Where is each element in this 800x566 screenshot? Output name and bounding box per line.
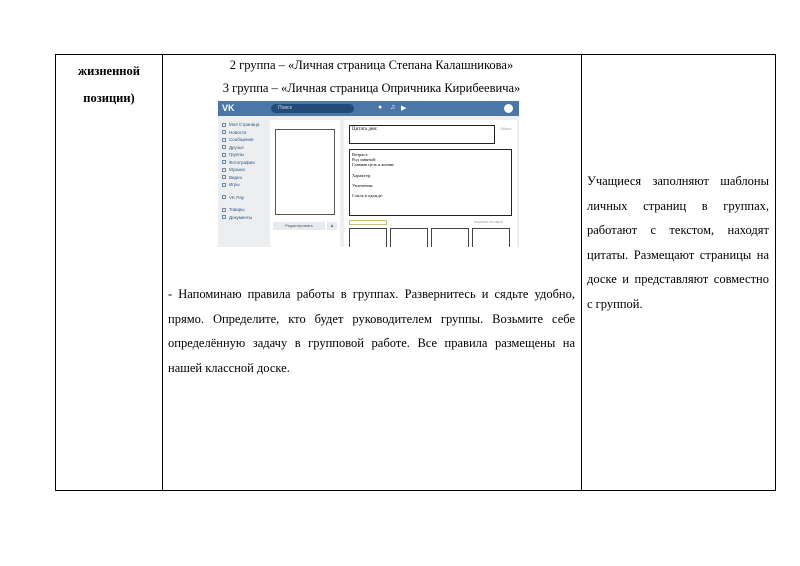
quote-box: Цитата дня:	[349, 125, 495, 144]
info-character: Характер:	[352, 172, 372, 178]
vk-logo: VK	[222, 103, 235, 113]
info-goal: Главная цель в жизни:	[352, 162, 395, 168]
menu-item: VK Pay	[222, 194, 268, 202]
info-box	[349, 149, 512, 216]
menu-item: Фотографии	[222, 159, 268, 167]
avatar	[504, 104, 513, 113]
menu-item: Моя Страница	[222, 121, 268, 129]
teacher-activity-column	[162, 55, 582, 490]
student-activity-column	[582, 55, 775, 490]
message-icon	[222, 138, 226, 142]
pay-icon	[222, 195, 226, 199]
stage-label-line1: жизненной	[78, 64, 140, 78]
vk-sidebar-menu	[222, 121, 268, 221]
profile-info-panel	[344, 120, 517, 247]
menu-item: Товары	[222, 206, 268, 214]
music-icon: ♫	[390, 104, 396, 111]
menu-item: Группы	[222, 151, 268, 159]
stage-label-line2: позиции)	[83, 91, 135, 105]
friends-icon	[222, 145, 226, 149]
news-icon	[222, 130, 226, 134]
group3-title: 3 группа – «Личная страница Опричника Кирибеевича»	[222, 81, 521, 95]
profile-photo-frame	[275, 129, 335, 215]
photo-thumbnail	[431, 228, 469, 247]
shop-icon	[222, 208, 226, 212]
photo-thumbnail	[472, 228, 510, 247]
bell-icon: ●	[378, 104, 383, 111]
games-icon	[222, 183, 226, 187]
stage-column	[56, 55, 163, 490]
highlight-field	[349, 220, 387, 225]
menu-item: Видео	[222, 174, 268, 182]
online-status: Online	[500, 126, 512, 131]
menu-item: Друзья	[222, 144, 268, 152]
photo-thumbnail	[349, 228, 387, 247]
home-icon	[222, 123, 226, 127]
lesson-table	[55, 54, 776, 491]
stage-label	[56, 58, 162, 112]
document-icon	[222, 215, 226, 219]
menu-item: Документы	[222, 214, 268, 222]
vk-top-bar	[218, 101, 519, 116]
search-input: Поиск	[271, 104, 354, 113]
menu-item: Сообщения	[222, 136, 268, 144]
map-link: показать на карте	[474, 220, 504, 224]
info-style: Стиль в одежде:	[352, 193, 384, 199]
info-occupation: Род занятий:	[352, 157, 377, 163]
profile-photo-panel	[270, 120, 340, 247]
photo-icon	[222, 160, 226, 164]
info-age: Возраст:	[352, 152, 369, 157]
video-icon	[222, 175, 226, 179]
edit-button: Редактировать	[273, 222, 325, 230]
stats-icon: ▲	[327, 222, 337, 230]
play-icon: ▶	[401, 105, 407, 112]
music-note-icon	[222, 168, 226, 172]
instructions-paragraph: - Напоминаю правила работы в группах. Развернитесь и сядьте удобно, прямо. Определите, кто будет руководителем группы. Возьмите себе определённую задачу в групповой работе. Все правила размещены на нашей классной доске.	[168, 287, 575, 375]
student-activity-text: Учащиеся заполняют шаблоны личных страниц в группах, работают с текстом, находят цитаты. Размещают страницы на доске и представляют совместно с группой.	[587, 174, 769, 311]
menu-item: Новости	[222, 129, 268, 137]
photo-thumbnail	[390, 228, 428, 247]
info-hobbies: Увлечения:	[352, 182, 374, 188]
menu-item: Игры	[222, 181, 268, 189]
vk-profile-screenshot	[218, 101, 519, 247]
menu-item: Музыка	[222, 166, 268, 174]
group2-title: 2 группа – «Личная страница Степана Калашникова»	[229, 58, 514, 72]
groups-icon	[222, 153, 226, 157]
